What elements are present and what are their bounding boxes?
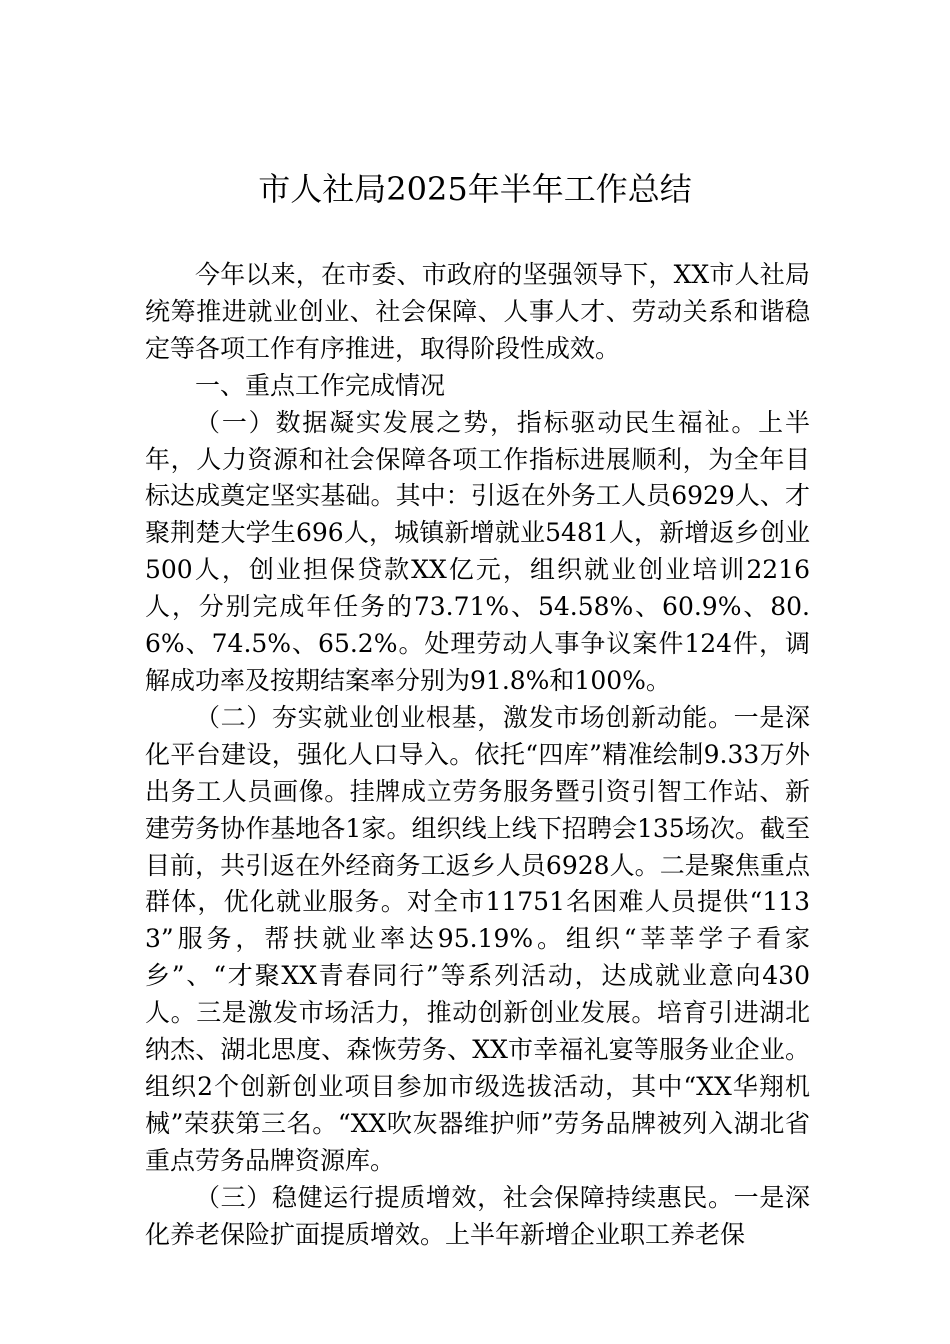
subsection-1-paragraph: （一）数据凝实发展之势，指标驱动民生福祉。上半年，人力资源和社会保障各项工作指标进展顺利，为全年目标达成奠定坚实基础。其中：引返在外务工人员6929人、才聚荆楚大学生696人，城镇新增就业5481人，新增返乡创业500人，创业担保贷款XX亿元，组织就业创业培训2216人，分别完成年任务的73.71%、54.58%、60.9%、80.6%、74.5%、65.2%。处理劳动人事争议案件124件，调解成功率及按期结案率分别为91.8%和100%。 xyxy=(145,407,810,695)
subsection-2-paragraph: （二）夯实就业创业根基，激发市场创新动能。一是深化平台建设，强化人口导入。依托“四库”精准绘制9.33万外出务工人员画像。挂牌成立劳务服务暨引资引智工作站、新建劳务协作基地各1家。组织线上线下招聘会135场次。截至目前，共引返在外经商务工返乡人员6928人。二是聚焦重点群体，优化就业服务。对全市11751名困难人员提供“1133”服务，帮扶就业率达95.19%。组织“莘莘学子看家乡”、“才聚XX青春同行”等系列活动，达成就业意向430人。三是激发市场活力，推动创新创业发展。培育引进湖北纳杰、湖北思度、森恢劳务、XX市幸福礼宴等服务业企业。组织2个创新创业项目参加市级选拔活动，其中“XX华翔机械”荣获第三名。“XX吹灰器维护师”劳务品牌被列入湖北省重点劳务品牌资源库。 xyxy=(145,702,810,1175)
section-heading: 一、重点工作完成情况 xyxy=(195,370,446,400)
document-title: 市人社局2025年半年工作总结 xyxy=(258,170,692,208)
document-body xyxy=(145,257,810,1253)
intro-paragraph: 今年以来，在市委、市政府的坚强领导下，XX市人社局统筹推进就业创业、社会保障、人事人才、劳动关系和谐稳定等各项工作有序推进，取得阶段性成效。 xyxy=(145,260,810,363)
subsection-3-paragraph: （三）稳健运行提质增效，社会保障持续惠民。一是深化养老保险扩面提质增效。上半年新增企业职工养老保 xyxy=(145,1182,810,1249)
